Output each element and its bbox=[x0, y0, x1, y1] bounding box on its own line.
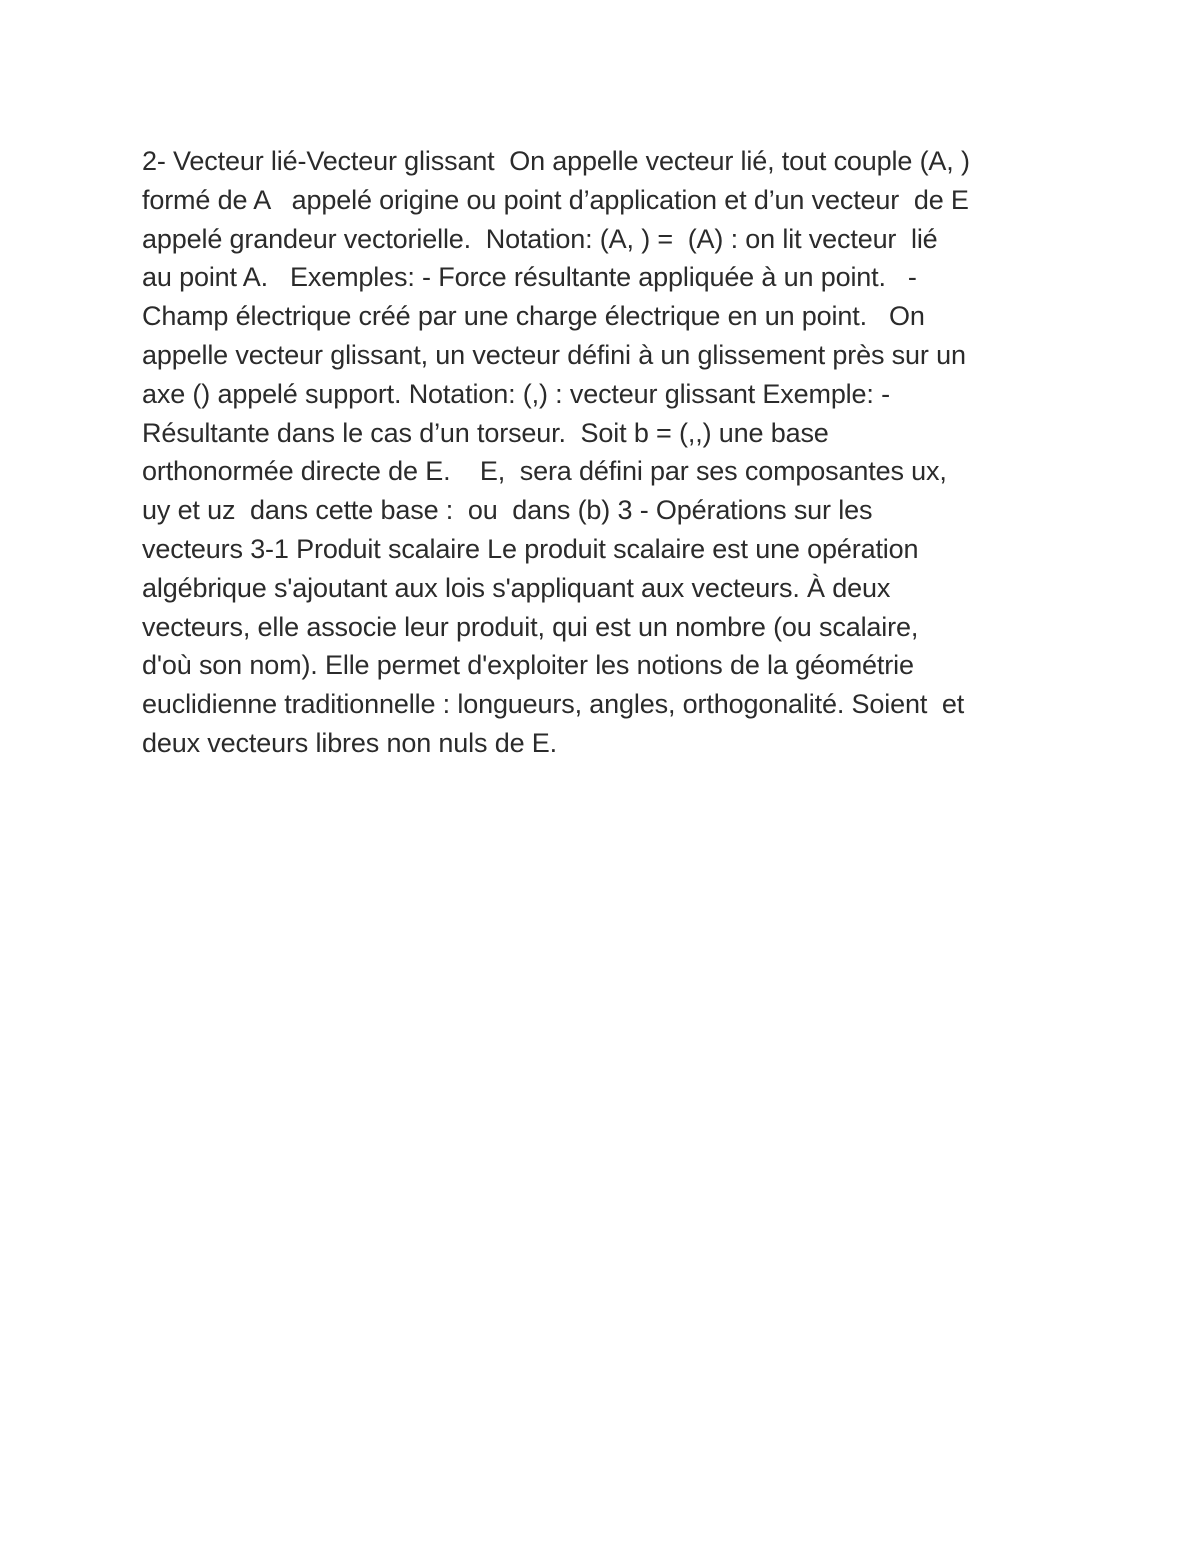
text-line: d'où son nom). Elle permet d'exploiter les notions de la géométrie bbox=[142, 650, 914, 681]
text-line: algébrique s'ajoutant aux lois s'appliquant aux vecteurs. À deux bbox=[142, 572, 891, 603]
text-line: appelé grandeur vectorielle. Notation: (A, ) = (A) : on lit vecteur lié bbox=[142, 223, 938, 254]
body-paragraph bbox=[142, 142, 1072, 763]
text-line: orthonormée directe de E. E, sera défini par ses composantes ux, bbox=[142, 456, 947, 487]
text-line: vecteurs, elle associe leur produit, qui est un nombre (ou scalaire, bbox=[142, 611, 919, 642]
text-line: axe () appelé support. Notation: (,) : vecteur glissant Exemple: - bbox=[142, 378, 890, 409]
text-line: uy et uz dans cette base : ou dans (b) 3 - Opérations sur les bbox=[142, 495, 873, 526]
text-line: vecteurs 3-1 Produit scalaire Le produit scalaire est une opération bbox=[142, 533, 919, 564]
text-line: Résultante dans le cas d’un torseur. Soit b = (,,) une base bbox=[142, 417, 829, 448]
text-line: 2- Vecteur lié-Vecteur glissant On appelle vecteur lié, tout couple (A, ) bbox=[142, 146, 970, 176]
text-line: deux vecteurs libres non nuls de E. bbox=[142, 727, 557, 758]
text-line: au point A. Exemples: - Force résultante appliquée à un point. - bbox=[142, 262, 917, 293]
text-line: formé de A appelé origine ou point d’application et d’un vecteur de E bbox=[142, 184, 969, 215]
text-line: Champ électrique créé par une charge électrique en un point. On bbox=[142, 301, 925, 332]
text-line: appelle vecteur glissant, un vecteur défini à un glissement près sur un bbox=[142, 339, 966, 370]
text-line: euclidienne traditionnelle : longueurs, angles, orthogonalité. Soient et bbox=[142, 689, 965, 720]
